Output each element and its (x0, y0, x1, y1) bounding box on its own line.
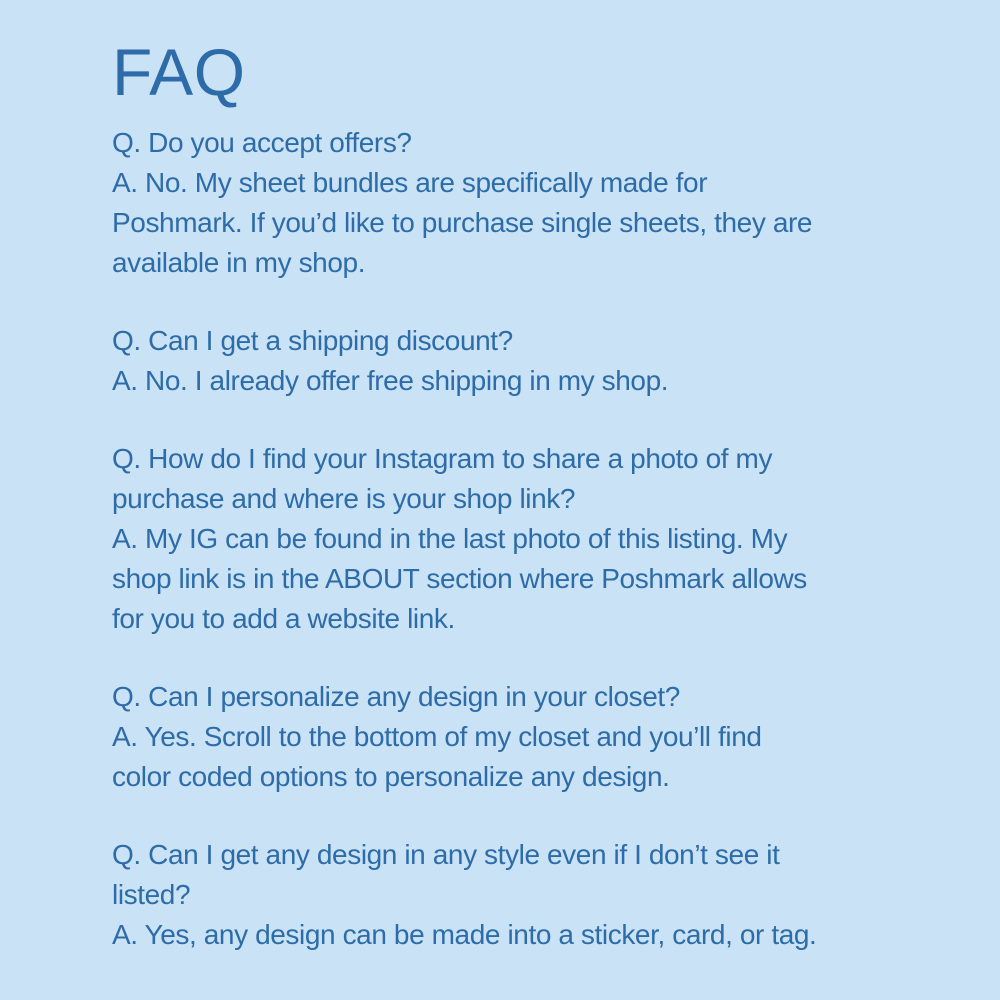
answer-line: A. Yes. Scroll to the bottom of my closet and you’ll find (112, 720, 762, 752)
answer-line: A. No. My sheet bundles are specifically made for (112, 166, 708, 198)
faq-title: FAQ (112, 35, 246, 109)
faq-item-offers (112, 123, 930, 283)
faq-item-instagram-shop-link (112, 439, 930, 639)
answer-line: shop link is in the ABOUT section where Poshmark allows (112, 562, 807, 594)
question-line: listed? (112, 878, 191, 910)
question-line: purchase and where is your shop link? (112, 482, 576, 514)
question-line: Q. Can I get any design in any style even if I don’t see it (112, 838, 780, 870)
answer-line: A. My IG can be found in the last photo of this listing. My (112, 522, 788, 554)
faq-item-any-design-any-style (112, 835, 930, 955)
question-line: Q. Can I personalize any design in your closet? (112, 680, 680, 712)
faq-item-shipping-discount (112, 321, 930, 401)
answer-line: color coded options to personalize any design. (112, 760, 670, 792)
answer-line: for you to add a website link. (112, 602, 455, 634)
answer-line: A. Yes, any design can be made into a sticker, card, or tag. (112, 918, 817, 950)
answer-line: Poshmark. If you’d like to purchase single sheets, they are (112, 206, 813, 238)
question-line: Q. How do I find your Instagram to share a photo of my (112, 442, 773, 474)
question-line: Q. Do you accept offers? (112, 126, 412, 158)
answer-line: A. No. I already offer free shipping in my shop. (112, 364, 669, 396)
question-line: Q. Can I get a shipping discount? (112, 324, 513, 356)
faq-item-personalize (112, 677, 930, 797)
answer-line: available in my shop. (112, 246, 366, 278)
